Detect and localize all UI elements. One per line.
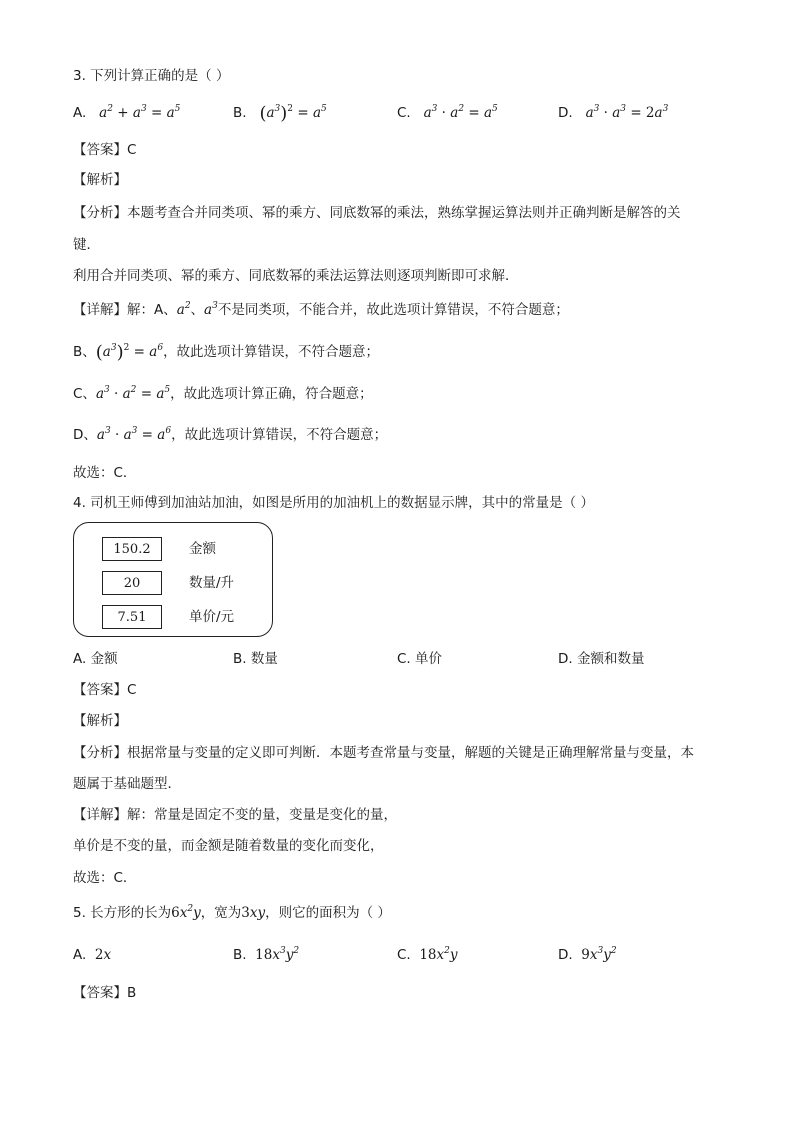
fuel-pump-display bbox=[73, 522, 273, 637]
display-amount-value: 150.2 bbox=[102, 537, 162, 561]
q5-stem: 5. 长方形的长为$6x^2y$，宽为3xy，则它的面积为（ ） bbox=[73, 904, 391, 921]
q5-answer: 【答案】B bbox=[73, 985, 137, 1001]
q4-option-a: A. 金额 bbox=[73, 651, 118, 667]
q3-detail-a: 【详解】解：A、$a^2$、$a^3$不是同类项，不能合并，故此选项计算错误，不符合题意； bbox=[73, 301, 569, 318]
q4-option-d: D. 金额和数量 bbox=[558, 651, 645, 667]
display-quantity-value: 20 bbox=[102, 571, 162, 595]
q5-option-b: B. $18x^3y^2$ bbox=[233, 946, 300, 963]
q4-detail-line2: 单价是不变的量，而金额是随着数量的变化而变化， bbox=[73, 838, 384, 854]
q3-analysis-header: 【解析】 bbox=[73, 172, 127, 188]
display-unit-price-value: 7.51 bbox=[102, 605, 162, 629]
q3-option-a: A. $a^2 + a^3 = a^5$ bbox=[73, 104, 181, 121]
q4-answer: 【答案】C bbox=[73, 682, 137, 698]
q3-choice: 故选：C． bbox=[73, 465, 137, 481]
display-amount-label: 金额 bbox=[189, 541, 216, 557]
q3-fenxi-line3: 利用合并同类项、幂的乘方、同底数幂的乘法运算法则逐项判断即可求解． bbox=[73, 268, 519, 284]
q4-option-c: C. 单价 bbox=[397, 651, 443, 667]
q4-fenxi-line1: 【分析】根据常量与变量的定义即可判断．本题考查常量与变量，解题的关键是正确理解常量与变量，本 bbox=[73, 745, 694, 761]
q4-choice: 故选：C． bbox=[73, 870, 137, 886]
q5-option-a: A. 2x bbox=[73, 947, 112, 963]
q3-stem: 3. 下列计算正确的是（ ） bbox=[73, 68, 230, 84]
q3-fenxi-line2: 键． bbox=[73, 237, 100, 253]
q3-detail-b: B、$(a^3)^2 = a^6$，故此选项计算错误，不符合题意； bbox=[73, 342, 380, 363]
q5-option-d: D. $9x^3y^2$ bbox=[558, 946, 617, 963]
q4-fenxi-line2: 题属于基础题型． bbox=[73, 776, 181, 792]
q4-stem: 4. 司机王师傅到加油站加油，如图是所用的加油机上的数据显示牌，其中的常量是（ ） bbox=[73, 495, 594, 511]
q3-option-b: B. $(a^3)^2 = a^5$ bbox=[233, 103, 327, 124]
q3-option-d: D. $a^3 \cdot a^3 = 2a^3$ bbox=[558, 104, 669, 121]
display-unit-price-label: 单价/元 bbox=[189, 609, 235, 625]
q4-analysis-header: 【解析】 bbox=[73, 713, 127, 729]
q3-answer: 【答案】C bbox=[73, 142, 137, 158]
q5-option-c: C. $18x^2y$ bbox=[397, 946, 458, 963]
q4-option-b: B. 数量 bbox=[233, 651, 278, 667]
q4-detail-line1: 【详解】解：常量是固定不变的量，变量是变化的量， bbox=[73, 807, 397, 823]
display-quantity-label: 数量/升 bbox=[189, 575, 235, 591]
q3-detail-d: D、$a^3 \cdot a^3 = a^6$，故此选项计算错误，不符合题意； bbox=[73, 426, 388, 443]
q3-fenxi-line1: 【分析】本题考查合并同类项、幂的乘方、同底数幂的乘法，熟练掌握运算法则并正确判断是解答的关 bbox=[73, 205, 681, 221]
q3-option-c: C. $a^3 \cdot a^2 = a^5$ bbox=[397, 104, 498, 121]
q3-detail-c: C、$a^3 \cdot a^2 = a^5$，故此选项计算正确，符合题意； bbox=[73, 385, 373, 402]
